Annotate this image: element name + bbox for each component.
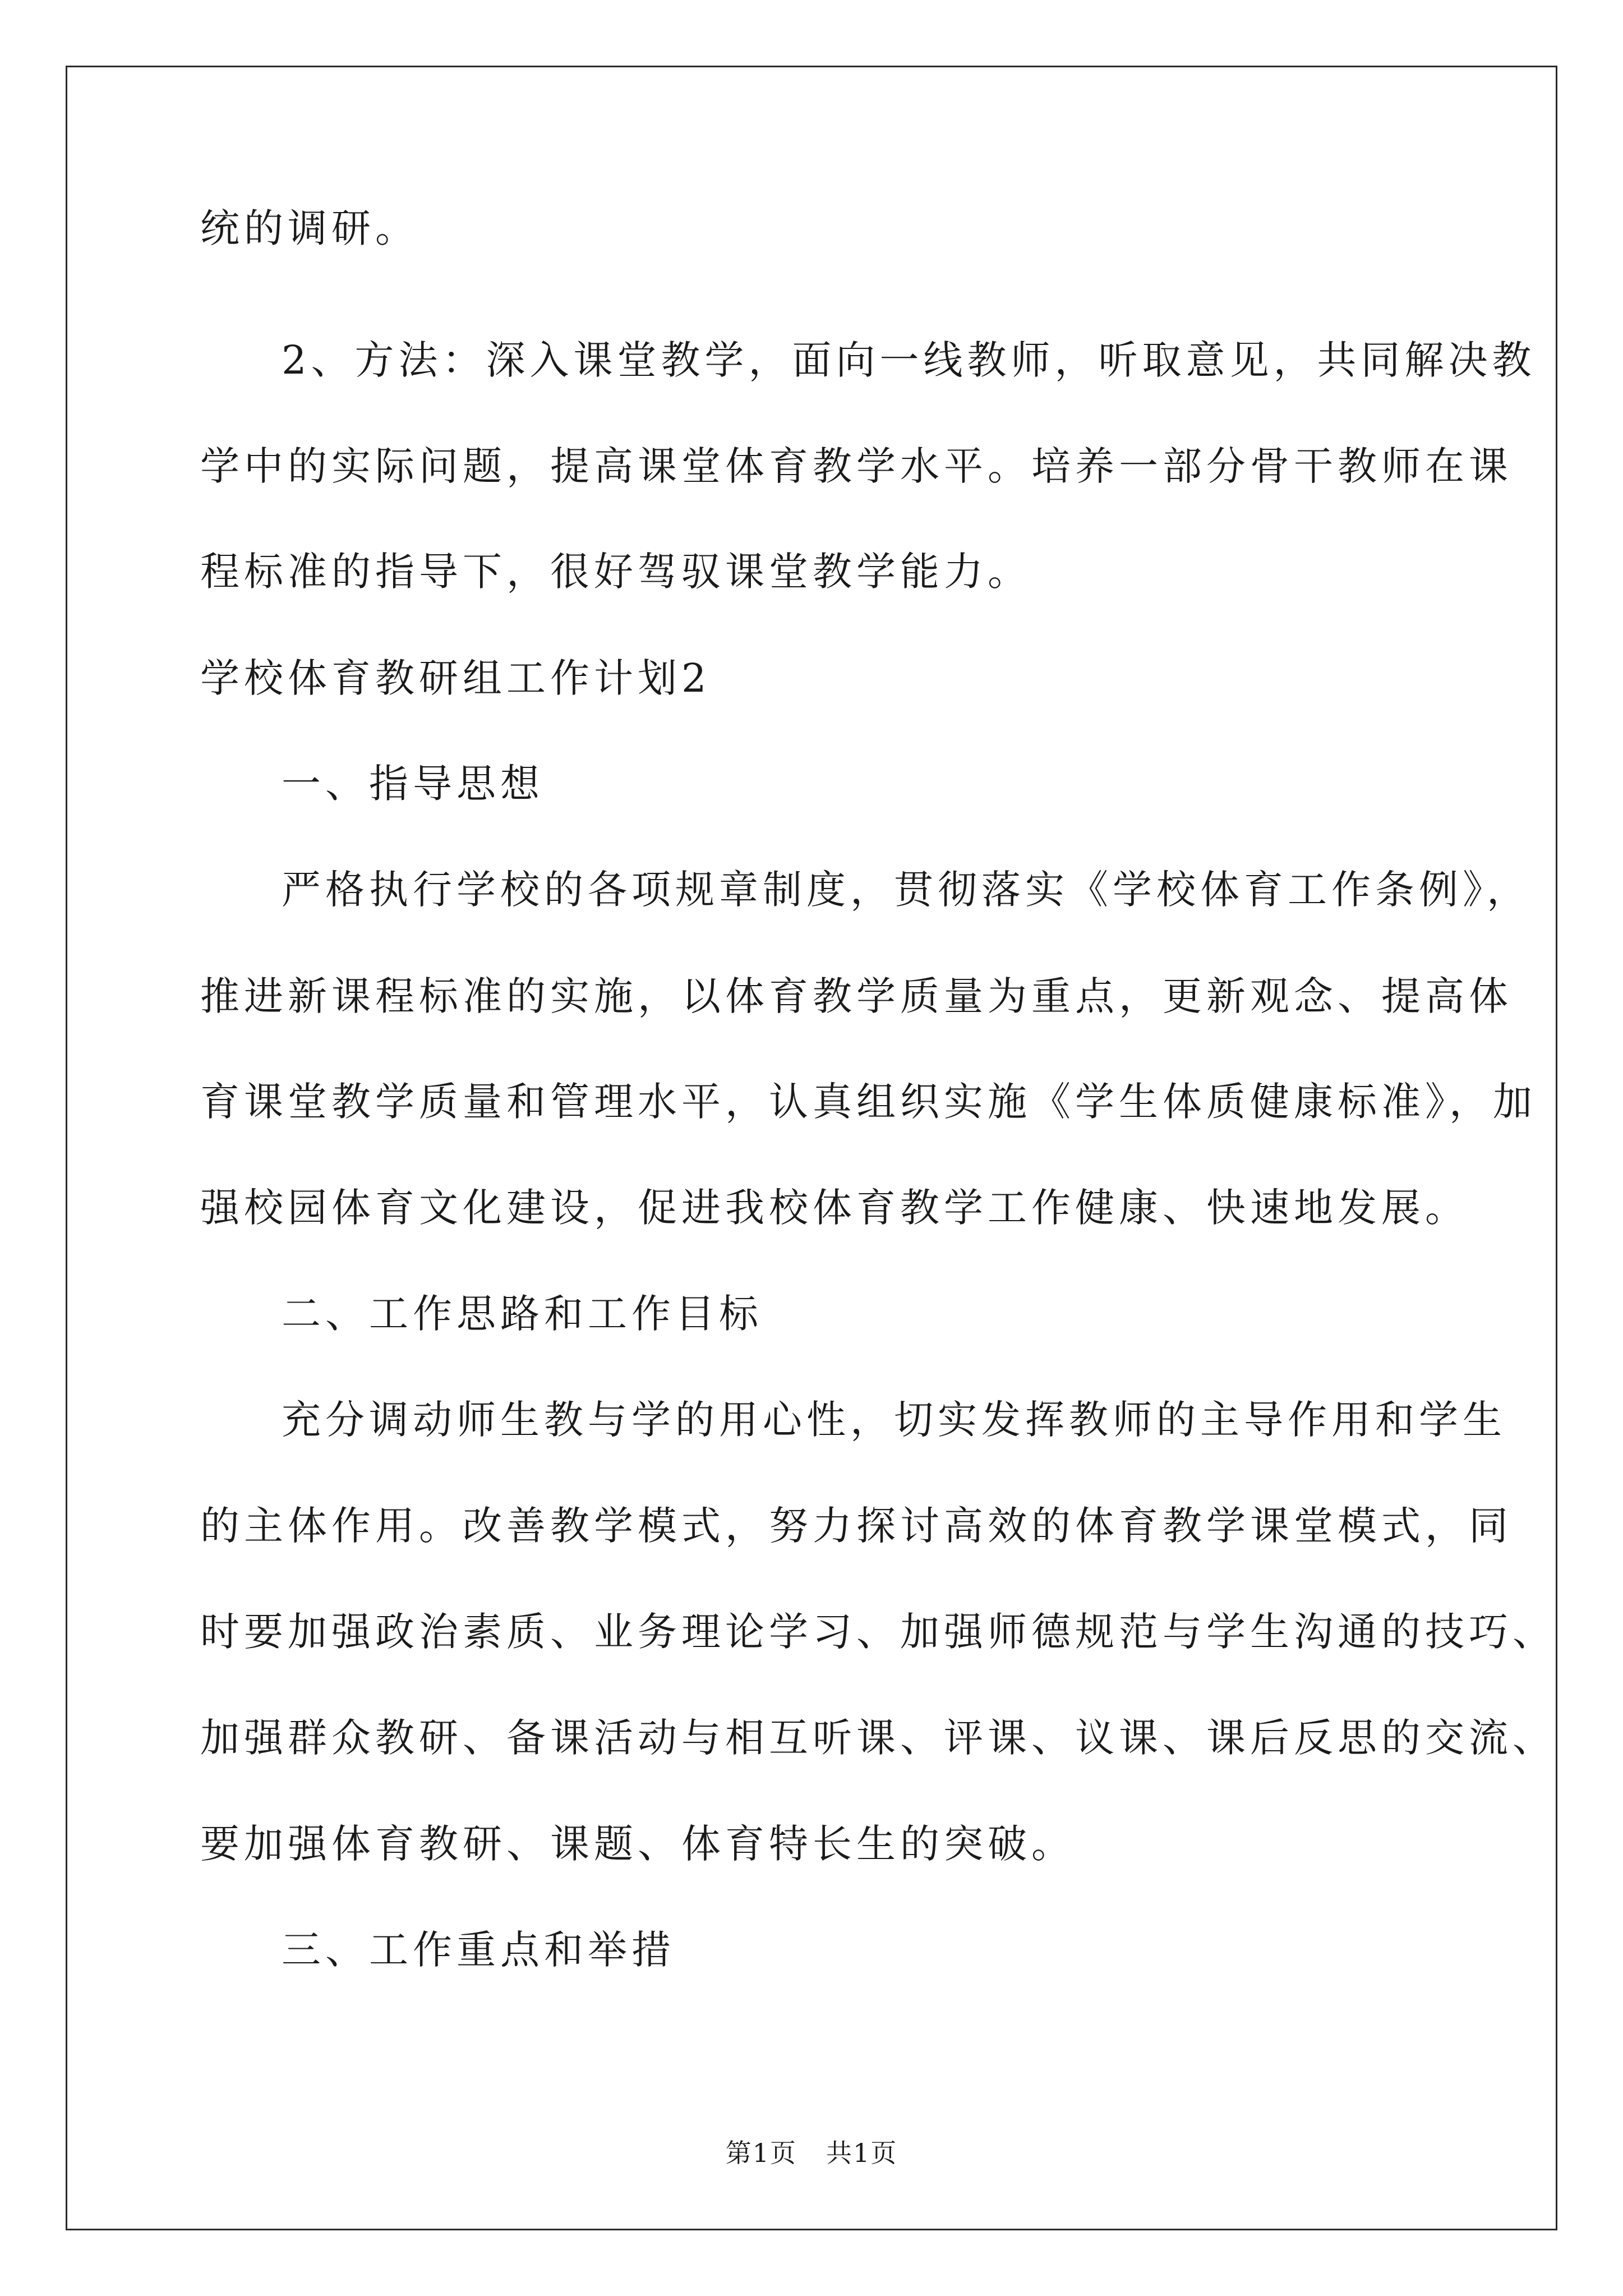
text-line: 2、方法：深入课堂教学，面向一线教师，听取意见，共同解决教: [282, 337, 1536, 383]
text-line: 程标准的指导下，很好驾驭课堂教学能力。: [200, 549, 1031, 595]
page-border: [66, 66, 1557, 2230]
text-line: 统的调研。: [200, 205, 419, 251]
heading: 一、指导思想: [282, 761, 544, 807]
page-number: 第1页: [725, 2138, 797, 2168]
page-total: 共1页: [826, 2138, 898, 2168]
section-title: 学校体育教研组工作计划2: [200, 655, 711, 701]
text-line: 育课堂教学质量和管理水平，认真组织实施《学生体质健康标准》，加: [200, 1079, 1537, 1125]
text-line: 强校园体育文化建设，促进我校体育教学工作健康、快速地发展。: [200, 1185, 1469, 1231]
text-line: 充分调动师生教与学的用心性，切实发挥教师的主导作用和学生: [282, 1397, 1506, 1443]
text-line: 加强群众教研、备课活动与相互听课、评课、议课、课后反思的交流、: [200, 1715, 1556, 1761]
heading: 三、工作重点和举措: [282, 1927, 675, 1973]
text-line: 推进新课程标准的实施，以体育教学质量为重点，更新观念、提高体: [200, 973, 1513, 1019]
text-line: 严格执行学校的各项规章制度，贯彻落实《学校体育工作条例》，: [282, 867, 1530, 913]
text-line: 学中的实际问题，提高课堂体育教学水平。培养一部分骨干教师在课: [200, 443, 1513, 489]
page-footer: [0, 2136, 1623, 2170]
text-line: 的主体作用。改善教学模式，努力探讨高效的体育教学课堂模式，同: [200, 1503, 1513, 1549]
text-line: 要加强体育教研、课题、体育特长生的突破。: [200, 1821, 1075, 1867]
heading: 二、工作思路和工作目标: [282, 1291, 763, 1337]
text-line: 时要加强政治素质、业务理论学习、加强师德规范与学生沟通的技巧、: [200, 1609, 1556, 1655]
